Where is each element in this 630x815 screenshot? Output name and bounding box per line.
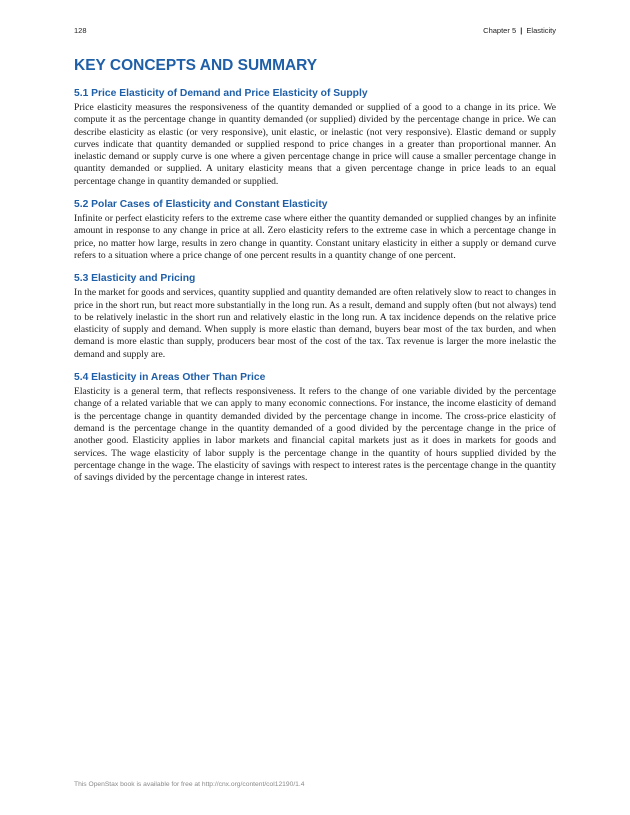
section-body: In the market for goods and services, quantity supplied and quantity demanded are often relatively slow to react to changes in price in the short run, but react more substantially in the long run. As a result, demand and supply often (but not always) tend to be relatively inelastic in the short run and relatively elastic in the long run. A tax incidence depends on the relative price elasticity of supply and demand. When supply is more elastic than demand, buyers bear most of the tax burden, and when demand is more elastic than supply, producers bear most of the cost of the tax. Tax revenue is larger the more inelastic the demand and supply are.: [74, 287, 556, 360]
page-number: 128: [74, 26, 87, 35]
running-header: [483, 26, 556, 35]
chapter-number: Chapter 5: [483, 26, 517, 35]
summary-content: [74, 87, 556, 494]
section-heading: 5.4 Elasticity in Areas Other Than Price: [74, 372, 266, 384]
section-5-2: [74, 198, 556, 262]
header-separator: |: [520, 26, 523, 35]
page-footer: This OpenStax book is available for free at http://cnx.org/content/col12190/1.4: [74, 781, 305, 788]
section-5-3: [74, 272, 556, 361]
chapter-title: Elasticity: [526, 26, 556, 35]
section-heading: 5.2 Polar Cases of Elasticity and Constant Elasticity: [74, 199, 328, 211]
section-5-4: [74, 371, 556, 484]
section-heading: 5.1 Price Elasticity of Demand and Price Elasticity of Supply: [74, 88, 368, 99]
section-body: Price elasticity measures the responsiveness of the quantity demanded or supplied of a good to a change in its price. We compute it as the percentage change in quantity demanded (or supplied) divided by the percentage change in price. We can describe elasticity as elastic (or very responsive), unit elastic, or inelastic (not very responsive). Elastic demand or supply curves indicate that quantity demanded or supplied respond to price changes in a greater than proportional manner. An inelastic demand or supply curve is one where a given percentage change in price will cause a smaller percentage change in quantity demanded or supplied. A unitary elasticity means that a given percentage change in price leads to an equal percentage change in quantity demanded or supplied.: [74, 102, 556, 187]
section-body: Elasticity is a general term, that reflects responsiveness. It refers to the change of one variable divided by the percentage change of a related variable that we can apply to many economic connections. For instance, the income elasticity of demand is the percentage change in quantity demanded divided by the percentage change in income. The cross-price elasticity of demand is the percentage change in the quantity demanded of a good divided by the percentage change in the price of another good. Elasticity applies in labor markets and financial capital markets just as it does in markets for goods and services. The wage elasticity of labor supply is the percentage change in the quantity of hours supplied divided by the percentage change in the wage. The elasticity of savings with respect to interest rates is the percentage change in the quantity of savings divided by the percentage change in interest rates.: [74, 386, 556, 484]
section-5-1: [74, 87, 556, 188]
page-title: KEY CONCEPTS AND SUMMARY: [74, 57, 318, 74]
section-body: Infinite or perfect elasticity refers to the extreme case where either the quantity demanded or supplied changes by an infinite amount in response to any change in price at all. Zero elasticity refers to the extreme case in which a percentage change in price, no matter how large, results in zero change in quantity. Constant unitary elasticity in either a supply or demand curve refers to a situation where a price change of one percent results in a quantity change of one percent.: [74, 213, 556, 261]
section-heading: 5.3 Elasticity and Pricing: [74, 273, 196, 285]
